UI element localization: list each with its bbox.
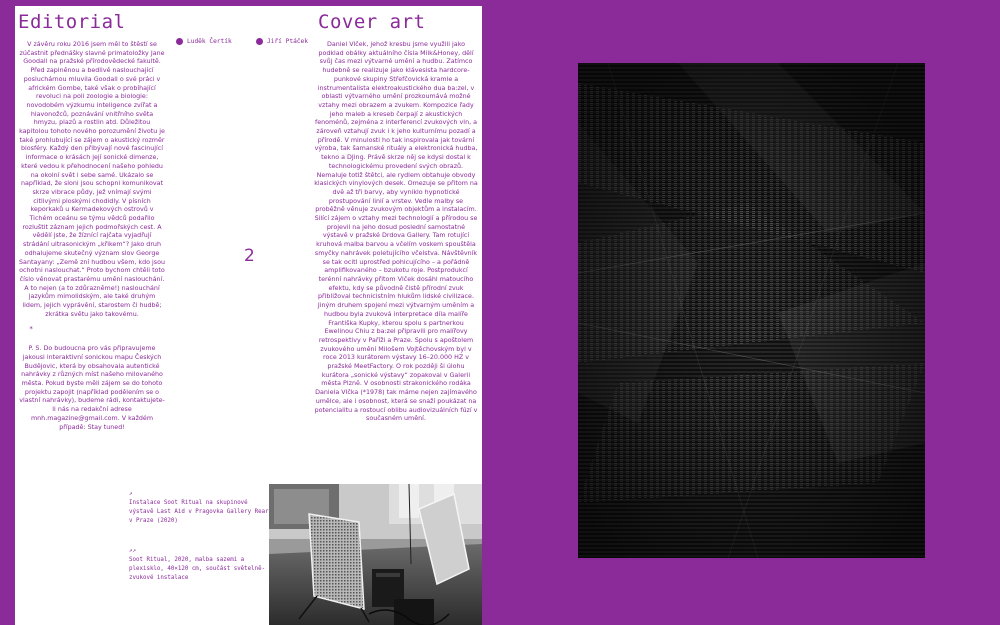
editorial-postscript: P. S. Do budoucna pro vás připravujeme jakousi interaktivní sonickou mapu Českých Budějovic, která by obsahovala autentické nahrávky z různých míst našeho milovaného města. Pokud byste měli zájem se do tohoto projektu zapojit (například podělením se o vlastní nahrávky), budeme rádi, kontaktujete-li nás na redakční adrese mnh.magazine@gmail.com. V každém případě: Stay tuned! — [19, 345, 165, 431]
editorial-column — [19, 41, 165, 432]
asterisk-separator: * — [29, 324, 34, 333]
editorial-body: V závěru roku 2016 jsem měl to štěstí se zúčastnit přednášky slavné primatoložky Jane Goodall na pražské přírodovědecké fakultě. Před zaplněnou a bedlivě naslouchající posluchárnou mluvila Goodall o své práci v africkém Gombe, také však o probíhající revoluci na poli zoologie a biologie: novodobém výzkumu inteligence zvířat a hlavonožců, poznávání vnitřního světa hmyzu, plazů a rostlin atd. Důležitou kapitolou tohoto nového porozumění životu je také prohlubující se zájem o akustický rozměr biosféry. Každý den přibývají nové fascinující informace o krásách její sonické dimenze, které vedou k přehodnocení našeho pohledu na okolní svět i sebe samé. Ukázalo se například, že sloni jsou schopni komunikovat skrze vibrace půdy, jež vnímají svými citlivými ploskými chodidly. V písních keporkaků u Kermadekových ostrovů v Tichém oceánu se týmu vědců podařilo rozluštit záznam jejich podmořských cest. A vědělí jste, že žíznící rajčata vyjadřují strádání ultrasonickým „křikem“? Jako druh odhalujeme skutečný význam slov George Santayany: „Země zní hudbou všem, kdo jsou ochotni naslouchat.“ Proto bychom chtěli toto číslo věnovat prastarému umění naslouchání. A to nejen (a to zdůrazněme!) naslouchání jazykům mimolidským, ale také druhým lidem, jejich vyprávění, starostem či hudbě; zkrátka světu jako takovému. — [19, 41, 165, 318]
magazine-page — [15, 6, 482, 625]
author-name-2: Jiří Ptáček — [267, 38, 308, 45]
page-number: 2 — [244, 246, 255, 266]
cover-artwork — [578, 63, 925, 558]
author-credit-2 — [256, 38, 308, 45]
installation-photo-image — [269, 484, 482, 625]
caption-text-1: Instalace Soot Ritual na skupinové výstavě Last Aid v Pragovka Gallery Rear v Praze (2020) — [129, 500, 269, 524]
author-dot-icon — [176, 38, 183, 45]
author-credit-1 — [176, 38, 232, 45]
cover-art-column — [314, 41, 478, 424]
photo-caption-1 — [129, 490, 269, 526]
installation-photo — [269, 484, 482, 625]
cover-artwork-image — [578, 63, 925, 558]
double-arrow-icon: ↗↗ — [129, 548, 136, 554]
author-dot-icon — [256, 38, 263, 45]
author-name-1: Luděk Čertík — [187, 38, 232, 45]
arrow-icon: ↗ — [129, 491, 133, 497]
editorial-heading: Editorial — [18, 11, 126, 33]
cover-art-heading: Cover art — [318, 11, 426, 33]
photo-caption-2 — [129, 547, 269, 583]
cover-art-paragraph-2: Jiným druhem spojení mezi výtvarným uměním a hudbou byla zvuková interpretace díla malíře Františka Kupky, kterou spolu s partnerkou Ewelinou Chiu z ba:zel připravili pro malířovy retrospektivy v Paříži a Praze. Spolu s apoštolem zvukového umění Milošem Vojtěchovským byl v roce 2013 kurátorem výstavy 16–20.000 HZ v pražské MeetFactory. O rok později ši úlohu kurátora „sonické výstavy“ zopakoval v Galerii města Plzně. V osobnosti strakonického rodáka Daniela Vlčka (*1978) tak máme nejen zajímavého umělce, ale i osobnost, která se snaží poukázat na potencialitu a rostoucí oblibu audiovizuálních fúzí v současném umění. — [314, 302, 478, 423]
caption-text-2: Soot Ritual, 2020, malba sazemi a plexisklo, 40×120 cm, součást světelně-zvukové instalace — [129, 557, 266, 581]
cover-art-paragraph-1: Daniel Vlček, jehož kresbu jsme využili jako podklad obálky aktuálního čísla Milk&Honey, dělí svůj čas mezi výtvarné umění a hudbu. Zatímco hudebně se realizuje jako klávesista hardcore-punkové skupiny Střefčovická kramle a instrumentalista elektroakustického dua ba:zel, v oblasti výtvarného umění prozkoumává možné vztahy mezi obrazem a zvukem. Kompozice řady jeho maleb a kreseb čerpají z akustických fenoménů, zejména z interferencí zvukových vln, a zároveň vztahují zvuk i k jeho kulturnímu pozadí a přírodě. V minulosti ho tak inspirovala jak tovární výroba, tak šamanské rituály a elektronická hudba, tekno a DJing. Právě skrze něj se kdysi dostal k technologickému provedení svých obrazů. Nemaluje totiž štětci, ale rydlem obtahuje obvody klasických vinylových desek. Omezuje se přitom na dvě až tři barvy, aby vyniklo hypnotické prostupování linií a vrstev. Vedle malby se proběžně věnuje zvukovým objektům a instalacím. Silící zájem o vztahy mezi technologií a přírodou se projevil na jeho dosud poslední samostatné výstavě v pražské Drdova Gallery. Tam rotující kruhová malba barvou a včelím voskem spouštěla smyčky nahrávek poletujícího včelstva. Návštěvník se tak ocitl uprostřed pohlcujícího – a pořádně amplifikovaného – bzukotu roje. Postprodukcí terénní nahrávky přitom Vlček dosáhl matoucího efektu, kdy se původně čistě přírodní zvuk přibližoval technicistním hlukům lidské civilizace. — [314, 41, 478, 301]
